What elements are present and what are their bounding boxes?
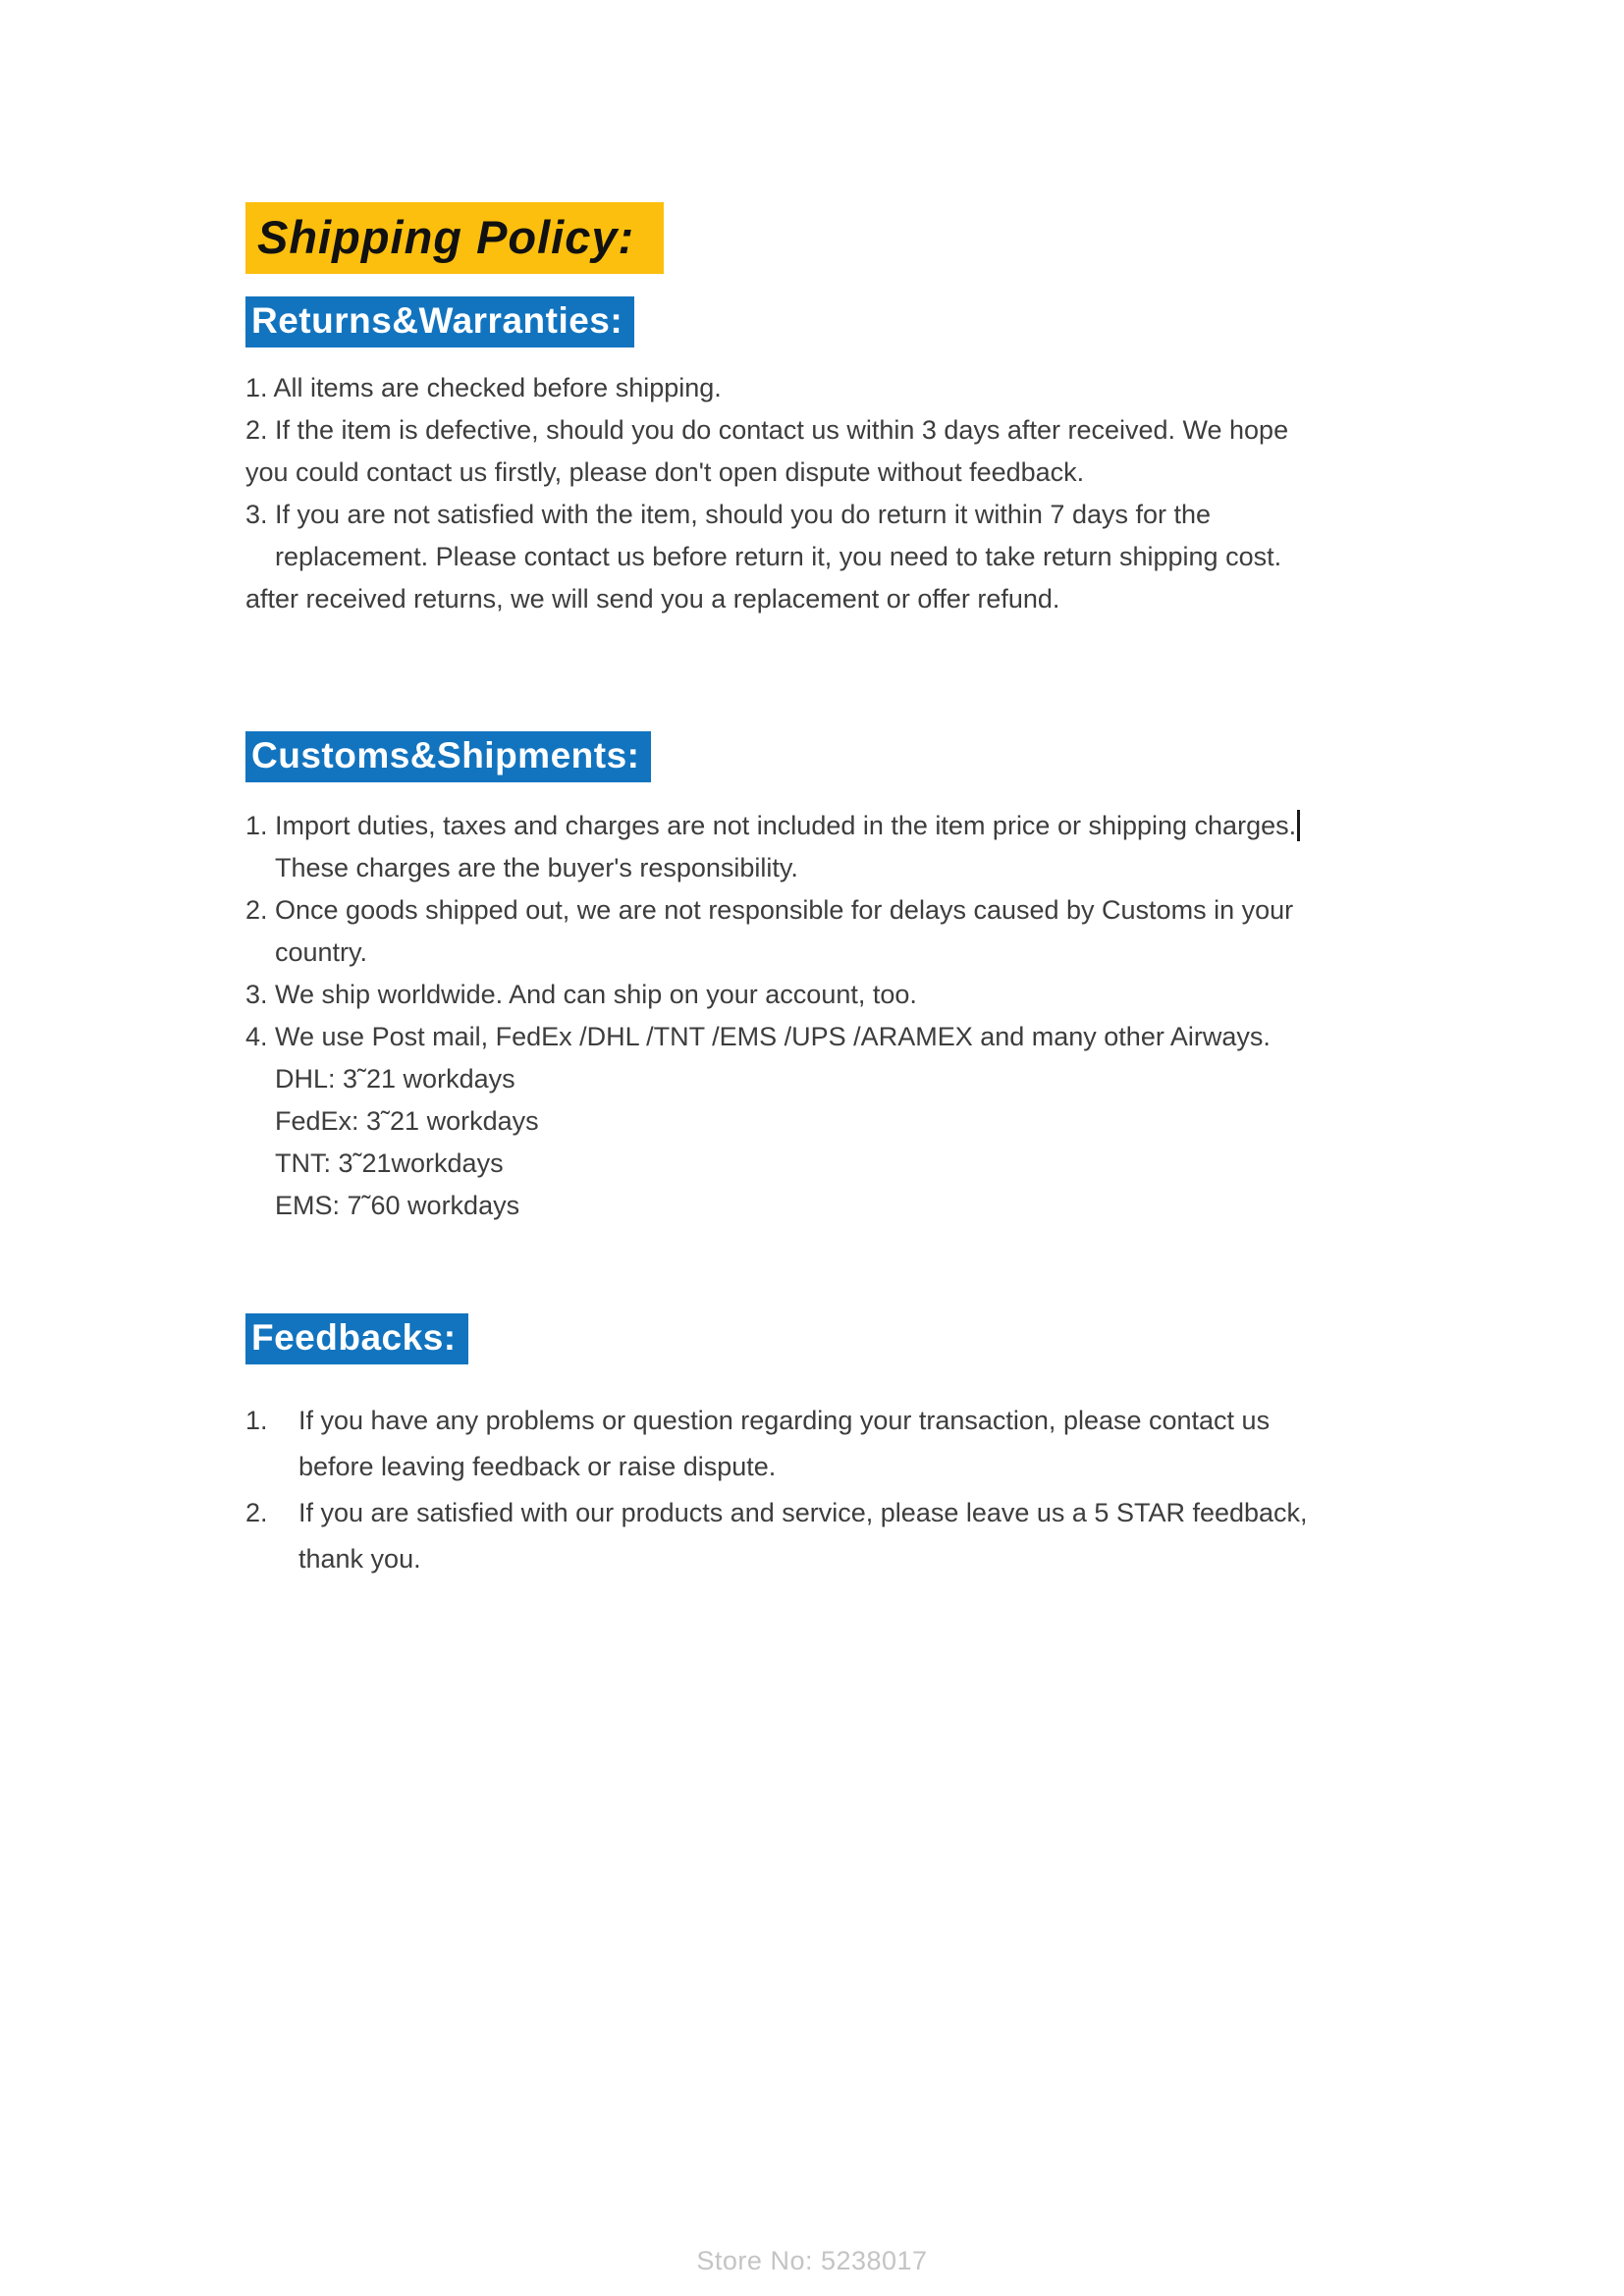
feedbacks-heading: Feedbacks: [245, 1313, 468, 1364]
feedback-item-lines [298, 1398, 1463, 1490]
returns-line: 2. If the item is defective, should you do contact us within 3 days after received. We hope [245, 415, 1289, 445]
feedback-line: If you have any problems or question regarding your transaction, please contact us [298, 1406, 1271, 1435]
customs-line: 2. Once goods shipped out, we are not responsible for delays caused by Customs in your [245, 895, 1294, 925]
customs-shipments-text [245, 805, 1463, 1227]
customs-line: 3. We ship worldwide. And can ship on your account, too. [245, 980, 917, 1009]
feedback-item [245, 1398, 1463, 1490]
feedback-item-number: 1. [245, 1406, 268, 1435]
returns-line: 1. All items are checked before shipping. [245, 373, 722, 402]
feedback-line: thank you. [298, 1544, 421, 1574]
store-number: Store No: 5238017 [696, 2246, 928, 2275]
customs-shipments-heading: Customs&Shipments: [245, 731, 651, 782]
customs-line: 4. We use Post mail, FedEx /DHL /TNT /EMS /UPS /ARAMEX and many other Airways. [245, 1022, 1271, 1051]
returns-line: replacement. Please contact us before return it, you need to take return shipping cost. [275, 542, 1282, 571]
text-cursor [1297, 810, 1300, 841]
shipping-time-fedex: FedEx: 3˜21 workdays [275, 1106, 539, 1136]
shipping-time-dhl: DHL: 3˜21 workdays [275, 1064, 515, 1094]
feedback-item-number: 2. [245, 1498, 268, 1527]
feedback-line: before leaving feedback or raise dispute. [298, 1452, 777, 1481]
returns-warranties-text [245, 367, 1463, 620]
customs-line-text: 1. Import duties, taxes and charges are not included in the item price or shipping charges. [245, 811, 1297, 840]
returns-line: you could contact us firstly, please don't open dispute without feedback. [245, 457, 1085, 487]
page-title: Shipping Policy: [245, 202, 664, 274]
shipping-time-ems: EMS: 7˜60 workdays [275, 1191, 520, 1220]
feedback-item [245, 1490, 1463, 1582]
customs-line: country. [275, 937, 368, 967]
returns-warranties-heading: Returns&Warranties: [245, 296, 634, 347]
returns-line: 3. If you are not satisfied with the item, should you do return it within 7 days for the [245, 500, 1212, 529]
customs-line: These charges are the buyer's responsibility. [275, 853, 798, 882]
shipping-time-tnt: TNT: 3˜21workdays [275, 1148, 504, 1178]
feedback-item-lines [298, 1490, 1463, 1582]
returns-line: after received returns, we will send you a replacement or offer refund. [245, 584, 1060, 614]
feedbacks-text [245, 1398, 1463, 1582]
feedback-line: If you are satisfied with our products and service, please leave us a 5 STAR feedback, [298, 1498, 1308, 1527]
customs-line [245, 805, 1463, 847]
